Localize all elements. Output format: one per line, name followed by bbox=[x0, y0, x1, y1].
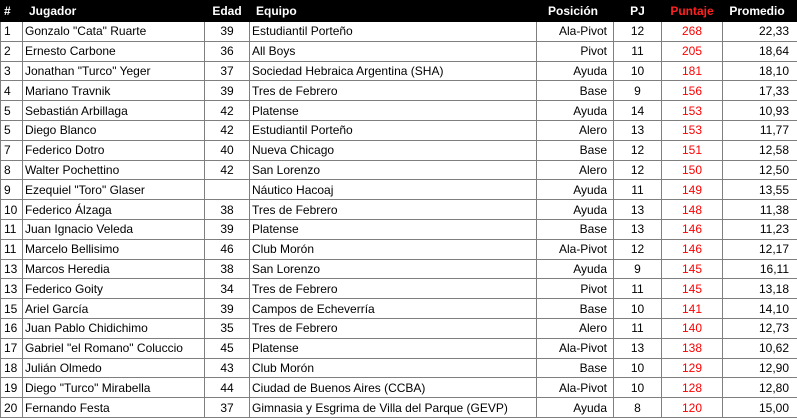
cell-age: 35 bbox=[205, 318, 250, 338]
cell-games: 12 bbox=[614, 22, 662, 42]
table-row bbox=[1, 41, 797, 61]
cell-average: 12,58 bbox=[723, 140, 797, 160]
cell-team: Club Morón bbox=[250, 358, 537, 378]
cell-position: Base bbox=[537, 219, 614, 239]
cell-age: 38 bbox=[205, 259, 250, 279]
cell-team: Estudiantil Porteño bbox=[250, 22, 537, 42]
cell-points: 268 bbox=[662, 22, 723, 42]
cell-player: Federico Goity bbox=[23, 279, 205, 299]
cell-points: 146 bbox=[662, 219, 723, 239]
cell-games: 11 bbox=[614, 180, 662, 200]
cell-team: Nueva Chicago bbox=[250, 140, 537, 160]
cell-average: 12,80 bbox=[723, 378, 797, 398]
cell-average: 17,33 bbox=[723, 81, 797, 101]
cell-player: Federico Dotro bbox=[23, 140, 205, 160]
table-row bbox=[1, 180, 797, 200]
cell-points: 150 bbox=[662, 160, 723, 180]
cell-team: Platense bbox=[250, 101, 537, 121]
cell-average: 12,90 bbox=[723, 358, 797, 378]
cell-team: Tres de Febrero bbox=[250, 318, 537, 338]
cell-player: Ernesto Carbone bbox=[23, 41, 205, 61]
cell-points: 205 bbox=[662, 41, 723, 61]
table-row bbox=[1, 160, 797, 180]
cell-num: 11 bbox=[1, 239, 23, 259]
cell-points: 141 bbox=[662, 299, 723, 319]
cell-games: 13 bbox=[614, 120, 662, 140]
cell-points: 138 bbox=[662, 338, 723, 358]
cell-num: 17 bbox=[1, 338, 23, 358]
table-row bbox=[1, 140, 797, 160]
cell-points: 153 bbox=[662, 120, 723, 140]
cell-average: 15,00 bbox=[723, 398, 797, 418]
cell-num: 5 bbox=[1, 101, 23, 121]
cell-points: 148 bbox=[662, 200, 723, 220]
cell-games: 11 bbox=[614, 41, 662, 61]
cell-num: 1 bbox=[1, 22, 23, 42]
cell-position: Ala-Pivot bbox=[537, 378, 614, 398]
table-row bbox=[1, 398, 797, 418]
cell-points: 129 bbox=[662, 358, 723, 378]
cell-position: Alero bbox=[537, 160, 614, 180]
cell-average: 12,17 bbox=[723, 239, 797, 259]
cell-position: Base bbox=[537, 140, 614, 160]
cell-points: 145 bbox=[662, 279, 723, 299]
cell-points: 181 bbox=[662, 61, 723, 81]
cell-player: Sebastián Arbillaga bbox=[23, 101, 205, 121]
cell-average: 12,50 bbox=[723, 160, 797, 180]
cell-average: 18,10 bbox=[723, 61, 797, 81]
cell-games: 12 bbox=[614, 160, 662, 180]
cell-team: Campos de Echeverría bbox=[250, 299, 537, 319]
cell-points: 153 bbox=[662, 101, 723, 121]
cell-average: 10,62 bbox=[723, 338, 797, 358]
cell-points: 156 bbox=[662, 81, 723, 101]
cell-age: 34 bbox=[205, 279, 250, 299]
cell-games: 13 bbox=[614, 338, 662, 358]
header-position: Posición bbox=[537, 1, 614, 22]
cell-position: Ayuda bbox=[537, 259, 614, 279]
cell-player: Marcelo Bellisimo bbox=[23, 239, 205, 259]
cell-age: 42 bbox=[205, 160, 250, 180]
cell-games: 12 bbox=[614, 140, 662, 160]
cell-position: Ala-Pivot bbox=[537, 239, 614, 259]
cell-games: 10 bbox=[614, 358, 662, 378]
cell-team: Sociedad Hebraica Argentina (SHA) bbox=[250, 61, 537, 81]
cell-player: Walter Pochettino bbox=[23, 160, 205, 180]
cell-games: 11 bbox=[614, 279, 662, 299]
cell-position: Ayuda bbox=[537, 101, 614, 121]
cell-player: Juan Ignacio Veleda bbox=[23, 219, 205, 239]
cell-age: 42 bbox=[205, 120, 250, 140]
cell-games: 10 bbox=[614, 378, 662, 398]
cell-games: 11 bbox=[614, 318, 662, 338]
table-row bbox=[1, 318, 797, 338]
cell-num: 13 bbox=[1, 279, 23, 299]
cell-position: Pivot bbox=[537, 279, 614, 299]
cell-average: 16,11 bbox=[723, 259, 797, 279]
cell-num: 16 bbox=[1, 318, 23, 338]
cell-average: 13,55 bbox=[723, 180, 797, 200]
cell-team: Ciudad de Buenos Aires (CCBA) bbox=[250, 378, 537, 398]
cell-games: 9 bbox=[614, 259, 662, 279]
header-games: PJ bbox=[614, 1, 662, 22]
cell-num: 15 bbox=[1, 299, 23, 319]
cell-points: 140 bbox=[662, 318, 723, 338]
table-row bbox=[1, 279, 797, 299]
cell-team: Náutico Hacoaj bbox=[250, 180, 537, 200]
cell-team: Platense bbox=[250, 338, 537, 358]
cell-num: 2 bbox=[1, 41, 23, 61]
cell-num: 20 bbox=[1, 398, 23, 418]
cell-num: 4 bbox=[1, 81, 23, 101]
cell-age: 43 bbox=[205, 358, 250, 378]
table-row bbox=[1, 200, 797, 220]
cell-num: 11 bbox=[1, 219, 23, 239]
cell-games: 10 bbox=[614, 299, 662, 319]
cell-position: Base bbox=[537, 299, 614, 319]
cell-player: Fernando Festa bbox=[23, 398, 205, 418]
table-body bbox=[1, 22, 797, 418]
cell-position: Ayuda bbox=[537, 180, 614, 200]
cell-player: Gonzalo "Cata" Ruarte bbox=[23, 22, 205, 42]
table-row bbox=[1, 299, 797, 319]
cell-player: Gabriel "el Romano" Coluccio bbox=[23, 338, 205, 358]
cell-team: All Boys bbox=[250, 41, 537, 61]
cell-position: Ala-Pivot bbox=[537, 338, 614, 358]
cell-player: Juan Pablo Chidichimo bbox=[23, 318, 205, 338]
cell-position: Ala-Pivot bbox=[537, 22, 614, 42]
cell-player: Julián Olmedo bbox=[23, 358, 205, 378]
cell-player: Federico Álzaga bbox=[23, 200, 205, 220]
cell-average: 11,77 bbox=[723, 120, 797, 140]
cell-player: Marcos Heredia bbox=[23, 259, 205, 279]
cell-position: Ayuda bbox=[537, 61, 614, 81]
table-row bbox=[1, 61, 797, 81]
table-row bbox=[1, 81, 797, 101]
cell-average: 11,38 bbox=[723, 200, 797, 220]
cell-num: 9 bbox=[1, 180, 23, 200]
cell-points: 146 bbox=[662, 239, 723, 259]
cell-age: 45 bbox=[205, 338, 250, 358]
cell-position: Base bbox=[537, 81, 614, 101]
cell-team: Tres de Febrero bbox=[250, 279, 537, 299]
cell-average: 18,64 bbox=[723, 41, 797, 61]
header-points: Puntaje bbox=[662, 1, 723, 22]
cell-games: 13 bbox=[614, 219, 662, 239]
cell-age: 44 bbox=[205, 378, 250, 398]
cell-age bbox=[205, 180, 250, 200]
cell-average: 10,93 bbox=[723, 101, 797, 121]
table-row bbox=[1, 259, 797, 279]
cell-age: 46 bbox=[205, 239, 250, 259]
cell-age: 42 bbox=[205, 101, 250, 121]
cell-average: 14,10 bbox=[723, 299, 797, 319]
cell-player: Jonathan "Turco" Yeger bbox=[23, 61, 205, 81]
cell-player: Ezequiel "Toro" Glaser bbox=[23, 180, 205, 200]
cell-team: San Lorenzo bbox=[250, 259, 537, 279]
cell-team: Tres de Febrero bbox=[250, 200, 537, 220]
cell-position: Ayuda bbox=[537, 200, 614, 220]
header-team: Equipo bbox=[250, 1, 537, 22]
cell-age: 39 bbox=[205, 299, 250, 319]
cell-games: 10 bbox=[614, 61, 662, 81]
cell-average: 22,33 bbox=[723, 22, 797, 42]
cell-player: Ariel García bbox=[23, 299, 205, 319]
cell-team: Platense bbox=[250, 219, 537, 239]
cell-points: 151 bbox=[662, 140, 723, 160]
cell-team: Tres de Febrero bbox=[250, 81, 537, 101]
header-age: Edad bbox=[205, 1, 250, 22]
cell-points: 120 bbox=[662, 398, 723, 418]
table-row bbox=[1, 378, 797, 398]
cell-age: 39 bbox=[205, 81, 250, 101]
table-row bbox=[1, 22, 797, 42]
cell-num: 3 bbox=[1, 61, 23, 81]
cell-average: 11,23 bbox=[723, 219, 797, 239]
cell-team: San Lorenzo bbox=[250, 160, 537, 180]
cell-num: 13 bbox=[1, 259, 23, 279]
cell-num: 19 bbox=[1, 378, 23, 398]
cell-team: Gimnasia y Esgrima de Villa del Parque (GEVP) bbox=[250, 398, 537, 418]
table-row bbox=[1, 219, 797, 239]
cell-points: 145 bbox=[662, 259, 723, 279]
cell-games: 14 bbox=[614, 101, 662, 121]
cell-age: 38 bbox=[205, 200, 250, 220]
cell-num: 7 bbox=[1, 140, 23, 160]
cell-position: Alero bbox=[537, 318, 614, 338]
header-num: # bbox=[1, 1, 23, 22]
cell-average: 13,18 bbox=[723, 279, 797, 299]
header-row bbox=[1, 1, 797, 22]
cell-games: 12 bbox=[614, 239, 662, 259]
cell-position: Pivot bbox=[537, 41, 614, 61]
header-player: Jugador bbox=[23, 1, 205, 22]
cell-num: 18 bbox=[1, 358, 23, 378]
cell-games: 13 bbox=[614, 200, 662, 220]
cell-age: 39 bbox=[205, 22, 250, 42]
cell-num: 10 bbox=[1, 200, 23, 220]
cell-player: Diego "Turco" Mirabella bbox=[23, 378, 205, 398]
cell-num: 8 bbox=[1, 160, 23, 180]
cell-age: 37 bbox=[205, 398, 250, 418]
cell-points: 149 bbox=[662, 180, 723, 200]
cell-age: 39 bbox=[205, 219, 250, 239]
cell-num: 5 bbox=[1, 120, 23, 140]
cell-player: Diego Blanco bbox=[23, 120, 205, 140]
cell-position: Alero bbox=[537, 120, 614, 140]
cell-games: 9 bbox=[614, 81, 662, 101]
table-row bbox=[1, 101, 797, 121]
cell-average: 12,73 bbox=[723, 318, 797, 338]
cell-position: Base bbox=[537, 358, 614, 378]
cell-position: Ayuda bbox=[537, 398, 614, 418]
table-row bbox=[1, 358, 797, 378]
table-row bbox=[1, 239, 797, 259]
cell-player: Mariano Travnik bbox=[23, 81, 205, 101]
cell-age: 37 bbox=[205, 61, 250, 81]
header-average: Promedio bbox=[723, 1, 797, 22]
cell-team: Estudiantil Porteño bbox=[250, 120, 537, 140]
cell-age: 36 bbox=[205, 41, 250, 61]
table-row bbox=[1, 338, 797, 358]
cell-points: 128 bbox=[662, 378, 723, 398]
cell-age: 40 bbox=[205, 140, 250, 160]
table-row bbox=[1, 120, 797, 140]
cell-games: 8 bbox=[614, 398, 662, 418]
cell-team: Club Morón bbox=[250, 239, 537, 259]
